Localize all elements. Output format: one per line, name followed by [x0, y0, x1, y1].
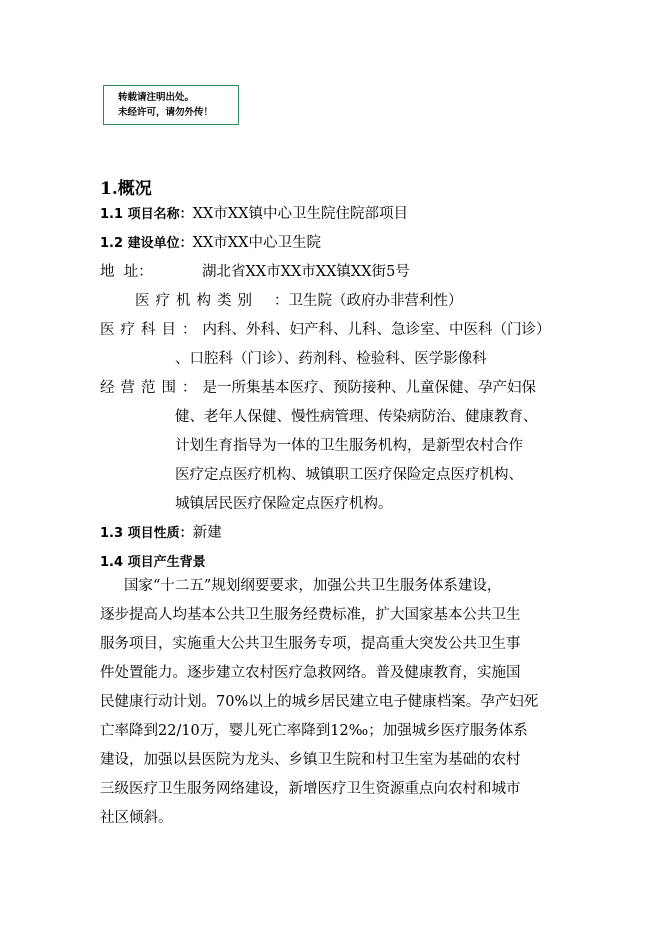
departments-line-2: 、口腔科（门诊）、药剂科、检验科、医学影像科 — [175, 351, 487, 367]
item-1-3-value: 新建 — [192, 525, 222, 541]
item-1-1-label: 项目名称： — [127, 207, 193, 222]
institution-type-value: ：卫生院（政府办非营利性） — [274, 293, 463, 309]
section-title: 1.概况 — [100, 179, 152, 199]
item-1-2 — [100, 233, 321, 254]
departments-value-1: 内科、外科、妇产科、儿科、急诊室、中医科（门诊） — [202, 322, 551, 338]
institution-type-label: 医疗机构类别 — [135, 293, 258, 309]
institution-type-line — [135, 291, 463, 311]
background-line-9: 社区倾斜。 — [100, 810, 173, 826]
item-1-3 — [100, 523, 222, 544]
item-1-2-value: XX市XX中心卫生院 — [192, 235, 321, 251]
item-1-4 — [100, 552, 206, 573]
item-1-4-num: 1.4 — [100, 555, 124, 570]
scope-line-1 — [100, 378, 536, 398]
notice-box — [103, 85, 239, 125]
item-1-1-num: 1.1 — [100, 207, 124, 222]
scope-line-2: 健、老年人保健、慢性病管理、传染病防治、健康教育、 — [175, 409, 538, 425]
background-line-2: 逐步提高人均基本公共卫生服务经费标准，扩大国家基本公共卫生 — [100, 607, 521, 623]
departments-line-1 — [100, 320, 551, 340]
background-line-7: 建设，加强以县医院为龙头、乡镇卫生院和村卫生室为基础的农村 — [100, 752, 521, 768]
address-label: 地 址： — [100, 264, 153, 280]
scope-value-1: 是一所集基本医疗、预防接种、儿童保健、孕产妇保 — [202, 380, 536, 396]
scope-label: 经营范围： — [100, 380, 203, 396]
notice-line-1: 转载请注明出处。 — [118, 92, 195, 103]
background-line-5: 民健康行动计划。70%以上的城乡居民建立电子健康档案。孕产妇死 — [100, 694, 539, 710]
item-1-3-num: 1.3 — [100, 526, 124, 541]
item-1-4-label: 项目产生背景 — [127, 555, 206, 570]
item-1-2-num: 1.2 — [100, 236, 124, 251]
item-1-1-value: XX市XX镇中心卫生院住院部项目 — [192, 206, 408, 222]
background-line-1: 国家“十二五”规划纲要要求，加强公共卫生服务体系建设， — [124, 578, 502, 594]
address-value: 湖北省XX市XX市XX镇XX街5号 — [202, 264, 410, 280]
background-line-3: 服务项目，实施重大公共卫生服务专项，提高重大突发公共卫生事 — [100, 636, 521, 652]
item-1-1 — [100, 204, 408, 225]
departments-label: 医疗科目： — [100, 322, 203, 338]
background-line-6: 亡率降到22/10万，婴儿死亡率降到12‰；加强城乡医疗服务体系 — [100, 723, 528, 739]
item-1-2-label: 建设单位： — [127, 236, 193, 251]
background-line-8: 三级医疗卫生服务网络建设，新增医疗卫生资源重点向农村和城市 — [100, 781, 521, 797]
notice-line-2: 未经许可，请勿外传！ — [118, 107, 214, 118]
scope-line-4: 医疗定点医疗机构、城镇职工医疗保险定点医疗机构、 — [175, 467, 523, 483]
scope-line-5: 城镇居民医疗保险定点医疗机构。 — [175, 496, 393, 512]
address-line — [100, 262, 410, 282]
item-1-3-label: 项目性质： — [127, 526, 193, 541]
background-line-4: 件处置能力。逐步建立农村医疗急救网络。普及健康教育，实施国 — [100, 665, 521, 681]
scope-line-3: 计划生育指导为一体的卫生服务机构，是新型农村合作 — [175, 438, 523, 454]
